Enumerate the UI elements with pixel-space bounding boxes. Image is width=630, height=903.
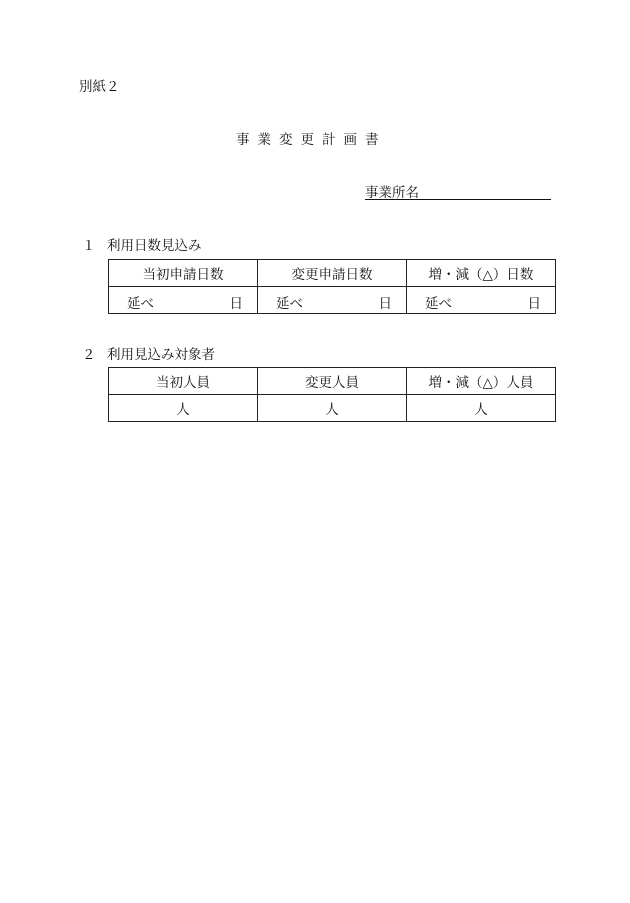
section2-number: ２ (82, 347, 96, 363)
header-changed-days: 変更申請日数 (258, 260, 407, 287)
header-initial-persons: 当初人員 (109, 368, 258, 395)
day-unit-label: 日 (378, 296, 392, 312)
total-prefix-label: 延べ (127, 296, 154, 312)
header-diff-persons: 増・減（△）人員 (407, 368, 556, 395)
table-row (109, 287, 556, 314)
diff-persons-cell[interactable] (407, 395, 556, 422)
person-unit-label: 人 (325, 402, 339, 418)
total-prefix-label: 延べ (276, 296, 303, 312)
section1-number: １ (82, 238, 96, 254)
office-name-label: 事業所名 (365, 185, 419, 201)
header-initial-days: 当初申請日数 (109, 260, 258, 287)
initial-days-cell[interactable] (109, 287, 258, 314)
header-diff-days: 増・減（△）日数 (407, 260, 556, 287)
document-title: 事業変更計画書 (236, 132, 387, 148)
day-unit-label: 日 (229, 296, 243, 312)
table-row (109, 395, 556, 422)
total-prefix-label: 延べ (425, 296, 452, 312)
target-persons-table (108, 367, 556, 422)
section2-title: 利用見込み対象者 (107, 347, 215, 363)
person-unit-label: 人 (176, 402, 190, 418)
diff-days-cell[interactable] (407, 287, 556, 314)
changed-persons-cell[interactable] (258, 395, 407, 422)
person-unit-label: 人 (474, 402, 488, 418)
annex-label: 別紙２ (79, 79, 120, 95)
header-changed-persons: 変更人員 (258, 368, 407, 395)
table-header-row (109, 260, 556, 287)
changed-days-cell[interactable] (258, 287, 407, 314)
day-unit-label: 日 (527, 296, 541, 312)
table-header-row (109, 368, 556, 395)
section1-title: 利用日数見込み (107, 238, 202, 254)
usage-days-table (108, 259, 556, 314)
initial-persons-cell[interactable] (109, 395, 258, 422)
office-name-field-line[interactable] (365, 199, 551, 200)
